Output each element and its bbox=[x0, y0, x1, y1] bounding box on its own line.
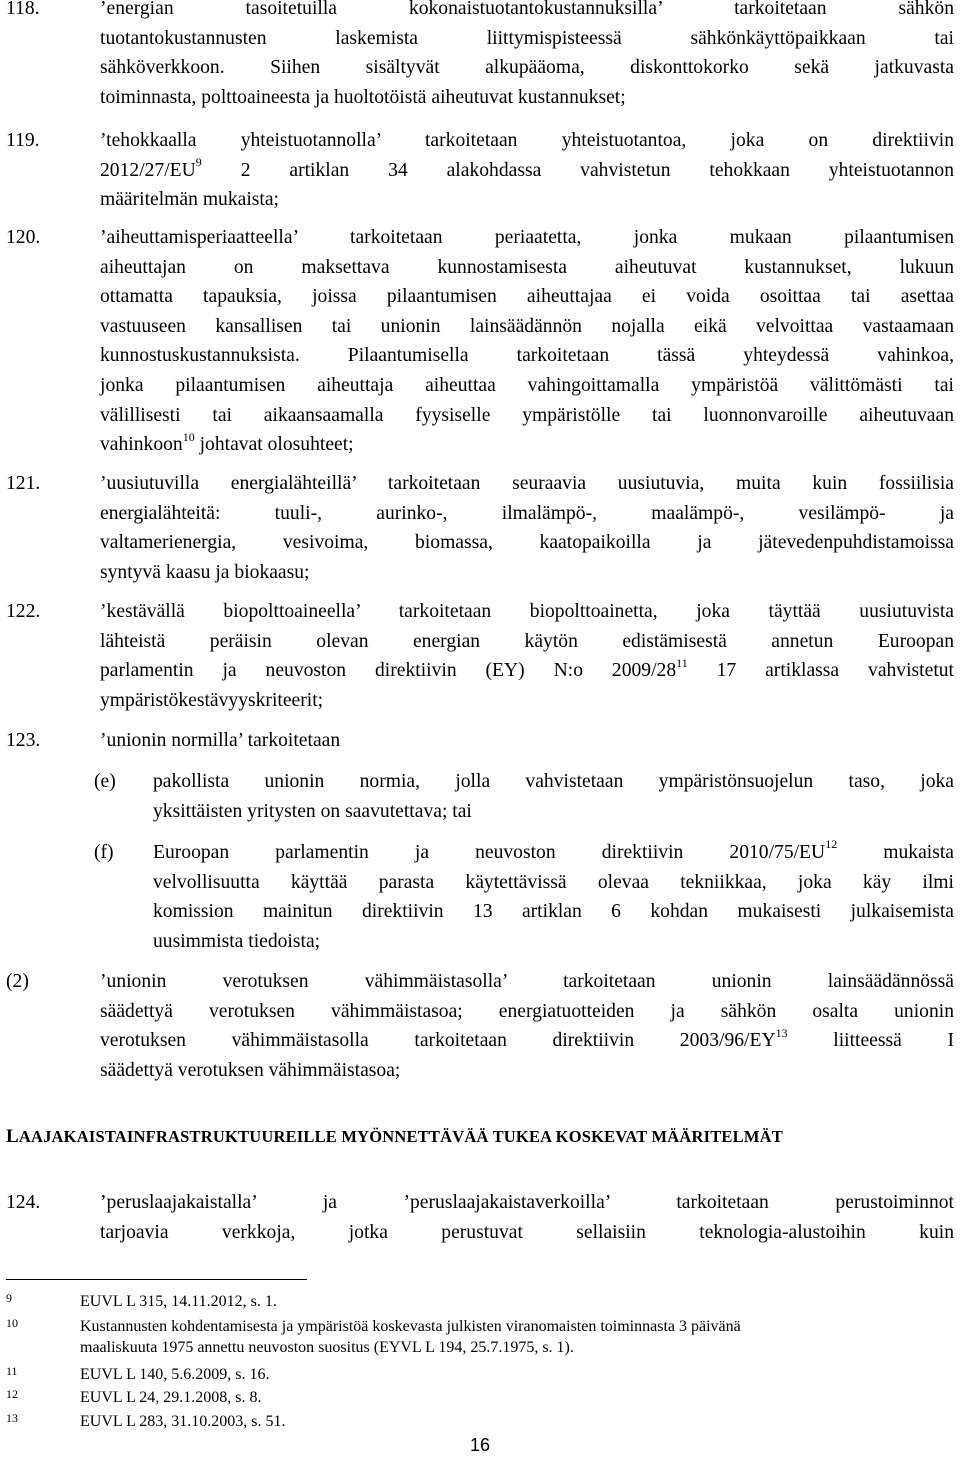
item-text bbox=[100, 223, 954, 460]
text-span: verotuksen vähimmäistasolla tarkoitetaan direktiivin 2003/96/EY bbox=[100, 1030, 776, 1052]
directive-ref: 2012/27/EU bbox=[100, 159, 196, 181]
item-text bbox=[100, 597, 954, 715]
item-number: 124. bbox=[6, 1192, 41, 1213]
text-line: aiheuttajan on maksettava kunnostamisesta aiheutuvat kustannukset, lukuun bbox=[100, 256, 954, 278]
text-line: ’unionin normilla’ tarkoitetaan bbox=[100, 730, 341, 751]
item-number: (2) bbox=[6, 971, 29, 992]
text-line: uusimmista tiedoista; bbox=[153, 930, 321, 952]
footnote-ref: 11 bbox=[676, 655, 688, 670]
page-number: 16 bbox=[469, 1435, 491, 1455]
text-span: Euroopan parlamentin ja neuvoston direktiivin 2010/75/EU bbox=[153, 842, 826, 863]
footnote-ref: 10 bbox=[182, 429, 195, 444]
heading-initial: L bbox=[6, 1126, 19, 1147]
item-text bbox=[100, 0, 954, 112]
text-line: ottamatta tapauksia, joissa pilaantumisen aiheuttajaa ei voida osoittaa tai asettaa bbox=[100, 286, 954, 308]
text-line: velvollisuutta käyttää parasta käytettävissä olevaa tekniikkaa, joka käy ilmi bbox=[153, 871, 954, 893]
sub-item-label: (e) bbox=[94, 771, 116, 792]
text-span: parlamentin ja neuvoston direktiivin (EY) N:o 2009/28 bbox=[100, 660, 677, 682]
text-line: jonka pilaantumisen aiheuttaja aiheuttaa vahingoittamalla ympäristöä välittömästi tai bbox=[100, 374, 954, 396]
footnote-ref: 12 bbox=[825, 837, 838, 852]
item-number: 123. bbox=[6, 730, 41, 751]
text-line: säädettyä verotuksen vähimmäistasoa; energiatuotteiden ja sähkön osalta unionin bbox=[100, 1000, 954, 1022]
text-line: säädettyä verotuksen vähimmäistasoa; bbox=[100, 1059, 401, 1081]
text-line bbox=[100, 656, 954, 686]
text-line: ’energian tasoitetuilla kokonaistuotantokustannuksilla’ tarkoitetaan sähkön bbox=[100, 0, 954, 19]
text-line: ’peruslaajakaistalla’ ja ’peruslaajakaistaverkoilla’ tarkoitetaan perustoiminnot bbox=[100, 1192, 954, 1213]
footnote-text: EUVL L 315, 14.11.2012, s. 1. bbox=[80, 1293, 277, 1310]
text-line: ’kestävällä biopolttoaineella’ tarkoitetaan biopolttoainetta, joka täyttää uusiutuvista bbox=[100, 601, 954, 622]
text-line: ’uusiutuvilla energialähteillä’ tarkoitetaan seuraavia uusiutuvia, muita kuin fossiilisia bbox=[100, 473, 954, 494]
footnote-ref: 9 bbox=[195, 155, 202, 170]
footnote-number: 12 bbox=[6, 1387, 18, 1401]
text-line: sähköverkkoon. Siihen sisältyvät alkupääoma, diskonttokorko sekä jatkuvasta bbox=[100, 57, 954, 79]
footnote-text: EUVL L 140, 5.6.2009, s. 16. bbox=[80, 1366, 270, 1383]
footnote-number: 13 bbox=[6, 1411, 18, 1425]
text-line: välillisesti tai aikaansaamalla fyysiselle ympäristölle tai luonnonvaroille aiheutuvaan bbox=[100, 404, 954, 426]
text-line: syntyvä kaasu ja biokaasu; bbox=[100, 561, 310, 583]
footnote-text bbox=[80, 1316, 950, 1358]
footnote-ref: 13 bbox=[775, 1025, 788, 1040]
text-line bbox=[153, 838, 954, 868]
text-line bbox=[100, 1026, 954, 1056]
text-line bbox=[100, 156, 954, 186]
text-line: vastuuseen kansallisen tai unionin lainsäädännön nojalla eikä velvoittaa vastaamaan bbox=[100, 315, 954, 337]
item-number: 119. bbox=[6, 130, 40, 151]
footnote-text: EUVL L 283, 31.10.2003, s. 51. bbox=[80, 1413, 286, 1430]
sub-item-label: (f) bbox=[94, 842, 114, 863]
text-span: liitteessä I bbox=[787, 1030, 954, 1052]
item-number: 118. bbox=[6, 0, 40, 19]
text-span: johtavat olosuhteet; bbox=[194, 434, 354, 456]
item-text bbox=[100, 726, 954, 756]
text-line: ’tehokkaalla yhteistuotannolla’ tarkoitetaan yhteistuotantoa, joka on direktiivin bbox=[100, 130, 954, 151]
text-line: maaliskuuta 1975 annettu neuvoston suositus (EYVL L 194, 25.7.1975, s. 1). bbox=[80, 1339, 574, 1356]
text-line: komission mainitun direktiivin 13 artiklan 6 kohdan mukaisesti julkaisemista bbox=[153, 901, 954, 923]
footnote-text: EUVL L 24, 29.1.2008, s. 8. bbox=[80, 1389, 262, 1406]
item-number: 122. bbox=[6, 601, 41, 622]
footnote-divider bbox=[6, 1279, 307, 1280]
text-line: ’aiheuttamisperiaatteella’ tarkoitetaan periaatetta, jonka mukaan pilaantumisen bbox=[100, 227, 954, 248]
text-span: 17 artiklassa vahvistetut bbox=[687, 660, 954, 682]
text-span: vahinkoon bbox=[100, 434, 183, 456]
text-span: 2 artiklan 34 alakohdassa vahvistetun tehokkaan yhteistuotannon bbox=[201, 159, 954, 181]
text-line: toiminnasta, polttoaineesta ja huoltotöistä aiheutuvat kustannukset; bbox=[100, 86, 626, 108]
text-line: Kustannusten kohdentamisesta ja ympäristöä koskevasta julkisten viranomaisten toiminnasta 3 päivänä bbox=[80, 1318, 741, 1335]
item-number: 120. bbox=[6, 227, 41, 248]
text-line bbox=[100, 430, 954, 460]
heading-text: AAJAKAISTAINFRASTRUKTUUREILLE MYÖNNETTÄVÄÄ TUKEA KOSKEVAT MÄÄRITELMÄT bbox=[18, 1127, 783, 1146]
text-line: yksittäisten yritysten on saavutettava; tai bbox=[153, 800, 472, 822]
sub-item-text bbox=[153, 838, 954, 956]
text-line: valtamerienergia, vesivoima, biomassa, kaatopaikoilla ja jätevedenpuhdistamoissa bbox=[100, 532, 954, 554]
item-number: 121. bbox=[6, 473, 41, 494]
footnote-number: 11 bbox=[6, 1364, 18, 1378]
item-text bbox=[100, 469, 954, 587]
text-line: tuotantokustannusten laskemista liittymispisteessä sähkönkäyttöpaikkaan tai bbox=[100, 27, 954, 49]
footnote-number: 9 bbox=[6, 1291, 12, 1305]
sub-item-text bbox=[153, 767, 954, 826]
item-text bbox=[100, 967, 954, 1085]
text-line: pakollista unionin normia, jolla vahvistetaan ympäristönsuojelun taso, joka bbox=[153, 771, 954, 792]
text-line: ’unionin verotuksen vähimmäistasolla’ tarkoitetaan unionin lainsäädännössä bbox=[100, 971, 954, 992]
text-line: energialähteitä: tuuli-, aurinko-, ilmalämpö-, maalämpö-, vesilämpö- ja bbox=[100, 502, 954, 524]
section-heading bbox=[6, 1126, 783, 1148]
item-text bbox=[100, 126, 954, 215]
text-line: määritelmän mukaista; bbox=[100, 189, 280, 211]
text-line: kunnostuskustannuksista. Pilaantumisella tarkoitetaan tässä yhteydessä vahinkoa, bbox=[100, 345, 954, 367]
footnote-number: 10 bbox=[6, 1316, 18, 1330]
text-line: tarjoavia verkkoja, jotka perustuvat sellaisiin teknologia-alustoihin kuin bbox=[100, 1221, 954, 1243]
item-text bbox=[100, 1188, 954, 1247]
text-span: mukaista bbox=[837, 842, 954, 863]
text-line: lähteistä peräisin olevan energian käytön edistämisestä annetun Euroopan bbox=[100, 630, 954, 652]
text-line: ympäristökestävyyskriteerit; bbox=[100, 689, 324, 711]
